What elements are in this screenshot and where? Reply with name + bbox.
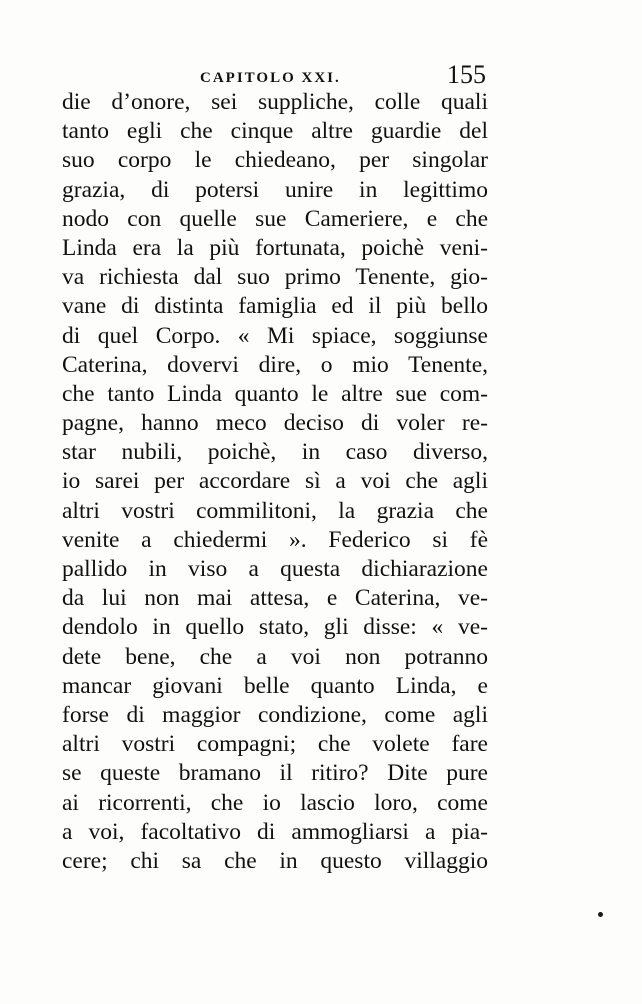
- text-line: tanto egli che cinque altre guardie del: [62, 118, 488, 145]
- text-line: a voi, facoltativo di ammogliarsi a pia-: [62, 818, 488, 845]
- text-line: da lui non mai attesa, e Caterina, ve-: [62, 585, 488, 612]
- text-line: die d’onore, sei suppliche, colle quali: [62, 89, 488, 115]
- text-line: Caterina, dovervi dire, o mio Tenente,: [62, 351, 488, 378]
- text-line: dete bene, che a voi non potranno: [62, 643, 488, 670]
- text-line: vane di distinta famiglia ed il più bello: [62, 293, 488, 320]
- text-line: di quel Corpo. « Mi spiace, soggiunse: [62, 322, 488, 349]
- text-line: nodo con quelle sue Cameriere, e che: [62, 205, 488, 232]
- text-line: pagne, hanno meco deciso di voler re-: [62, 410, 488, 437]
- text-line: cere; chi sa che in questo villaggio: [62, 847, 488, 874]
- text-line: grazia, di potersi unire in legittimo: [62, 176, 488, 203]
- text-line: venite a chiedermi ». Federico si fè: [62, 526, 488, 553]
- text-line: che tanto Linda quanto le altre sue com-: [62, 380, 488, 407]
- text-line: mancar giovani belle quanto Linda, e: [62, 672, 488, 699]
- text-line: altri vostri commilitoni, la grazia che: [62, 497, 488, 524]
- text-line: suo corpo le chiedeano, per singolar: [62, 147, 488, 174]
- text-line: se queste bramano il ritiro? Dite pure: [62, 760, 488, 787]
- text-line: forse di maggior condizione, come agli: [62, 701, 488, 728]
- text-line: pallido in viso a questa dichiarazione: [62, 556, 488, 582]
- text-line: ai ricorrenti, che io lascio loro, come: [62, 789, 488, 816]
- text-line: va richiesta dal suo primo Tenente, gio-: [62, 264, 488, 291]
- page-number: 155: [447, 60, 486, 89]
- ink-speck: [598, 912, 603, 917]
- body-text: [62, 88, 488, 876]
- text-line: io sarei per accordare sì a voi che agli: [62, 468, 488, 495]
- text-line: dendolo in quello stato, gli disse: « ve-: [62, 614, 488, 641]
- text-line: Linda era la più fortunata, poichè veni-: [62, 234, 488, 261]
- text-line: altri vostri compagni; che volete fare: [62, 731, 488, 758]
- text-line: star nubili, poichè, in caso diverso,: [62, 439, 488, 466]
- chapter-title: CAPITOLO XXI.: [200, 70, 341, 86]
